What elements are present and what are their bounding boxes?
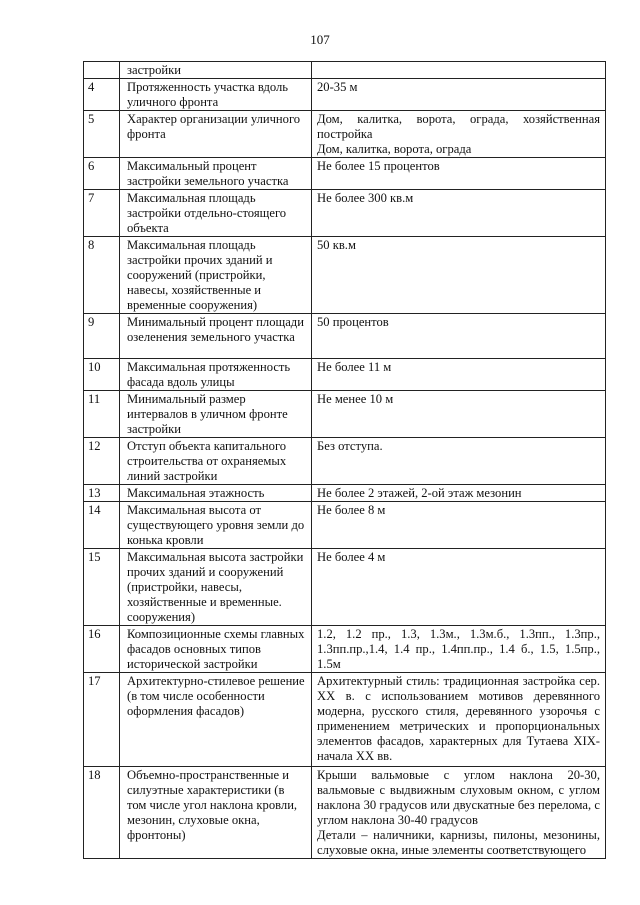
table-row — [84, 673, 606, 767]
parameter-name: Максимальная этажность — [120, 485, 312, 502]
value-paragraph: Не более 2 этажей, 2-ой этаж мезонин — [317, 486, 522, 500]
table-row — [84, 62, 606, 79]
row-number — [84, 62, 120, 79]
parameter-value — [312, 190, 606, 237]
value-paragraph: Не более 11 м — [317, 360, 392, 374]
parameter-value — [312, 391, 606, 438]
table-row — [84, 549, 606, 626]
value-paragraph: Не менее 10 м — [317, 392, 394, 406]
row-number: 6 — [84, 158, 120, 190]
table-row — [84, 111, 606, 158]
parameter-value — [312, 673, 606, 767]
parameter-name: Максимальный процент застройки земельного участка — [120, 158, 312, 190]
row-number: 5 — [84, 111, 120, 158]
value-paragraph: Крыши вальмовые с углом наклона 20-30, вальмовые с выдвижным слуховым окном, с углом наклона 30 градусов или двускатные без перелома, с углом наклона 30-40 градусов — [317, 768, 600, 827]
value-paragraph: 1.2, 1.2 пр., 1.3, 1.3м., 1.3м.б., 1.3пп., 1.3пр., 1.3пп.пр.,1.4, 1.4 пр., 1.4пп.пр., 1.4 б., 1.5, 1.5пр., 1.5м — [317, 627, 600, 671]
parameter-name: Протяженность участка вдоль уличного фронта — [120, 79, 312, 111]
row-number: 11 — [84, 391, 120, 438]
value-paragraph: Не более 4 м — [317, 550, 386, 564]
page-number: 107 — [310, 32, 330, 47]
parameter-value — [312, 438, 606, 485]
value-paragraph: Детали – наличники, карнизы, пилоны, мезонины, слуховые окна, иные элементы соответствующего — [317, 828, 600, 857]
parameter-name: Композиционные схемы главных фасадов основных типов исторической застройки — [120, 626, 312, 673]
value-paragraph: 20-35 м — [317, 80, 358, 94]
parameter-value — [312, 626, 606, 673]
parameter-value — [312, 549, 606, 626]
row-number: 9 — [84, 314, 120, 359]
value-paragraph: Архитектурный стиль: традиционная застройка сер. XX в. с использованием мотивов деревянного модерна, русского стиля, деревянного узорочья с применением метрических и пропорциональных элементов фасадов, характерных для Тутаева XIX-начала XX вв. — [317, 674, 600, 763]
parameter-value — [312, 111, 606, 158]
row-number: 16 — [84, 626, 120, 673]
parameter-name: Минимальный процент площади озеленения земельного участка — [120, 314, 312, 359]
table-row — [84, 359, 606, 391]
parameter-value — [312, 767, 606, 859]
parameter-name: Минимальный размер интервалов в уличном фронте застройки — [120, 391, 312, 438]
table-row — [84, 391, 606, 438]
parameter-value — [312, 314, 606, 359]
regulations-table — [83, 61, 606, 859]
row-number: 15 — [84, 549, 120, 626]
table-row — [84, 485, 606, 502]
row-number: 4 — [84, 79, 120, 111]
table-row — [84, 438, 606, 485]
table-row — [84, 626, 606, 673]
parameter-name: застройки — [120, 62, 312, 79]
table-row — [84, 767, 606, 859]
value-paragraph: Дом, калитка, ворота, ограда — [317, 142, 472, 156]
table-row — [84, 237, 606, 314]
row-number: 7 — [84, 190, 120, 237]
parameter-name: Характер организации уличного фронта — [120, 111, 312, 158]
parameter-value — [312, 359, 606, 391]
parameter-name: Архитектурно-стилевое решение (в том числе особенности оформления фасадов) — [120, 673, 312, 767]
parameter-value — [312, 158, 606, 190]
parameter-name: Максимальная площадь застройки отдельно-стоящего объекта — [120, 190, 312, 237]
parameter-value — [312, 237, 606, 314]
value-paragraph: Не более 15 процентов — [317, 159, 440, 173]
table-row — [84, 190, 606, 237]
table-row — [84, 502, 606, 549]
value-paragraph: 50 процентов — [317, 315, 389, 329]
table-body — [84, 62, 606, 859]
parameter-value — [312, 485, 606, 502]
parameter-name: Отступ объекта капитального строительства от охраняемых линий застройки — [120, 438, 312, 485]
parameter-name: Максимальная площадь застройки прочих зданий и сооружений (пристройки, навесы, хозяйственные и временные сооружения) — [120, 237, 312, 314]
row-number: 18 — [84, 767, 120, 859]
parameter-value — [312, 62, 606, 79]
parameter-value — [312, 79, 606, 111]
parameter-name: Объемно-пространственные и силуэтные характеристики (в том числе угол наклона кровли, мезонин, слуховые окна, фронтоны) — [120, 767, 312, 859]
row-number: 12 — [84, 438, 120, 485]
row-number: 13 — [84, 485, 120, 502]
parameter-value — [312, 502, 606, 549]
value-paragraph: Не более 8 м — [317, 503, 386, 517]
value-paragraph: Без отступа. — [317, 439, 383, 453]
table-row — [84, 79, 606, 111]
value-paragraph: 50 кв.м — [317, 238, 356, 252]
value-paragraph: Дом, калитка, ворота, ограда, хозяйственная постройка — [317, 112, 600, 141]
row-number: 17 — [84, 673, 120, 767]
row-number: 8 — [84, 237, 120, 314]
row-number: 14 — [84, 502, 120, 549]
table-row — [84, 158, 606, 190]
parameter-name: Максимальная высота застройки прочих зданий и сооружений (пристройки, навесы, хозяйственные и временные. сооружения) — [120, 549, 312, 626]
row-number: 10 — [84, 359, 120, 391]
table-row — [84, 314, 606, 359]
value-paragraph: Не более 300 кв.м — [317, 191, 414, 205]
parameter-name: Максимальная высота от существующего уровня земли до конька кровли — [120, 502, 312, 549]
parameter-name: Максимальная протяженность фасада вдоль улицы — [120, 359, 312, 391]
